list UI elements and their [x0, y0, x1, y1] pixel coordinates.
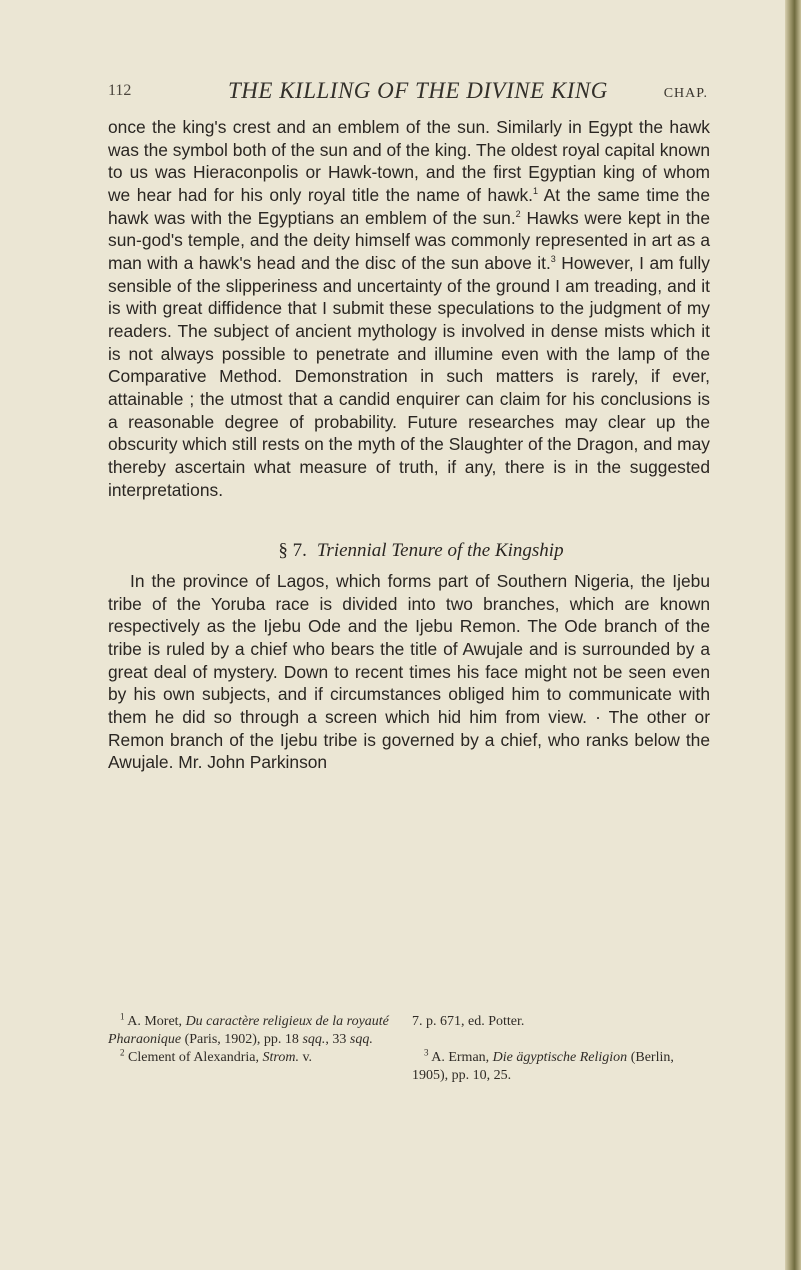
- section-symbol: § 7.: [278, 540, 307, 562]
- footnote-3-number: 3: [424, 1047, 429, 1058]
- footnotes-right-column: [412, 1013, 710, 1085]
- footnote-2-number: 2: [120, 1047, 125, 1058]
- footnote-1-sqq-a: sqq.: [302, 1032, 326, 1047]
- footnote-ref-1: 1: [532, 186, 538, 197]
- page-edge: [785, 0, 801, 1270]
- section-title: Triennial Tenure of the Kingship: [316, 540, 564, 562]
- footnote-ref-2: 2: [515, 208, 521, 219]
- footnote-1-number: 1: [120, 1011, 125, 1022]
- footnote-ref-3: 3: [550, 254, 556, 265]
- footnote-3-pages: (Berlin, 1905), pp. 10, 25.: [412, 1050, 674, 1083]
- paragraph-1-text-a: once the king's crest and an emblem of the sun. Similarly in Egypt the hawk was the symbol both of the sun and of the king. The oldest royal capital known to us was Hieraconpolis or Hawk-town, and the first Egyptian king of whom we hear had for his only royal title the name of hawk.: [108, 117, 710, 205]
- paragraph-2: In the province of Lagos, which forms part of Southern Nigeria, the Ijebu tribe of the Yoruba race is divided into two branches, which are known respectively as the Ijebu Ode and the Ijebu Remon. The Ode branch of the tribe is ruled by a chief who bears the title of Awujale and is surrounded by a great deal of mystery. Down to recent times his face might not be seen even by his own subjects, and if circumstances obliged him to communicate with them he did so through a screen which hid him from view. · The other or Remon branch of the Ijebu tribe is governed by a chief, who ranks below the Awujale. Mr. John Parkinson: [108, 571, 710, 773]
- footnote-1: [108, 1013, 400, 1049]
- footnote-1-sqq-b: sqq.: [349, 1032, 373, 1047]
- footnotes-left-column: [108, 1013, 400, 1085]
- section-heading: [108, 540, 710, 562]
- footnote-1-pages-b: , 33: [325, 1032, 350, 1047]
- footnote-2: [108, 1049, 400, 1067]
- paragraph-1-text-b: At the same time the hawk was with the Egyptians an emblem of the sun.: [108, 184, 710, 228]
- chapter-label: CHAP.: [663, 86, 708, 101]
- footnote-2-text: Clement of Alexandria,: [124, 1050, 263, 1065]
- footnote-2-title: Strom.: [262, 1050, 299, 1065]
- footnote-1-title: Du caractère religieux de la royauté Pharaonique: [108, 1014, 389, 1047]
- footnote-3: [412, 1049, 710, 1085]
- page-number: 112: [108, 82, 132, 99]
- paragraph-1-text-d: However, I am fully sensible of the slipperiness and uncertainty of the ground I am treading, and it is with great diffidence that I submit these speculations to the judgment of my readers. The subject of ancient mythology is involved in dense mists which it is not always possible to penetrate and illumine even with the lamp of the Comparative Method. Demonstration in such matters is rarely, if ever, attainable ; the utmost that a candid enquirer can claim for his conclusions is a reasonable degree of probability. Future researches may clear up the obscurity which still rests on the myth of the Slaughter of the Dragon, and may thereby ascertain what measure of truth, if any, there is in the suggested interpretations.: [108, 252, 710, 500]
- footnote-3-text: A. Erman,: [428, 1050, 493, 1065]
- footnote-1-pages: (Paris, 1902), pp. 18: [181, 1032, 303, 1047]
- footnotes: [108, 1013, 710, 1085]
- body-text: [108, 116, 710, 774]
- running-title: THE KILLING OF THE DIVINE KING: [228, 78, 608, 103]
- footnote-1-text: A. Moret,: [124, 1014, 186, 1029]
- paragraph-1: [108, 116, 710, 501]
- footnote-3-title: Die ägyptische Religion: [492, 1050, 628, 1065]
- paragraph-1-text-c: Hawks were kept in the sun-god's temple, and the deity himself was commonly represented in art as a man with a hawk's head and the disc of the sun above it.: [108, 207, 710, 273]
- footnote-2-continued: 7. p. 671, ed. Potter.: [412, 1014, 525, 1029]
- page-header: [108, 78, 708, 108]
- footnote-2-volume: v.: [298, 1050, 313, 1065]
